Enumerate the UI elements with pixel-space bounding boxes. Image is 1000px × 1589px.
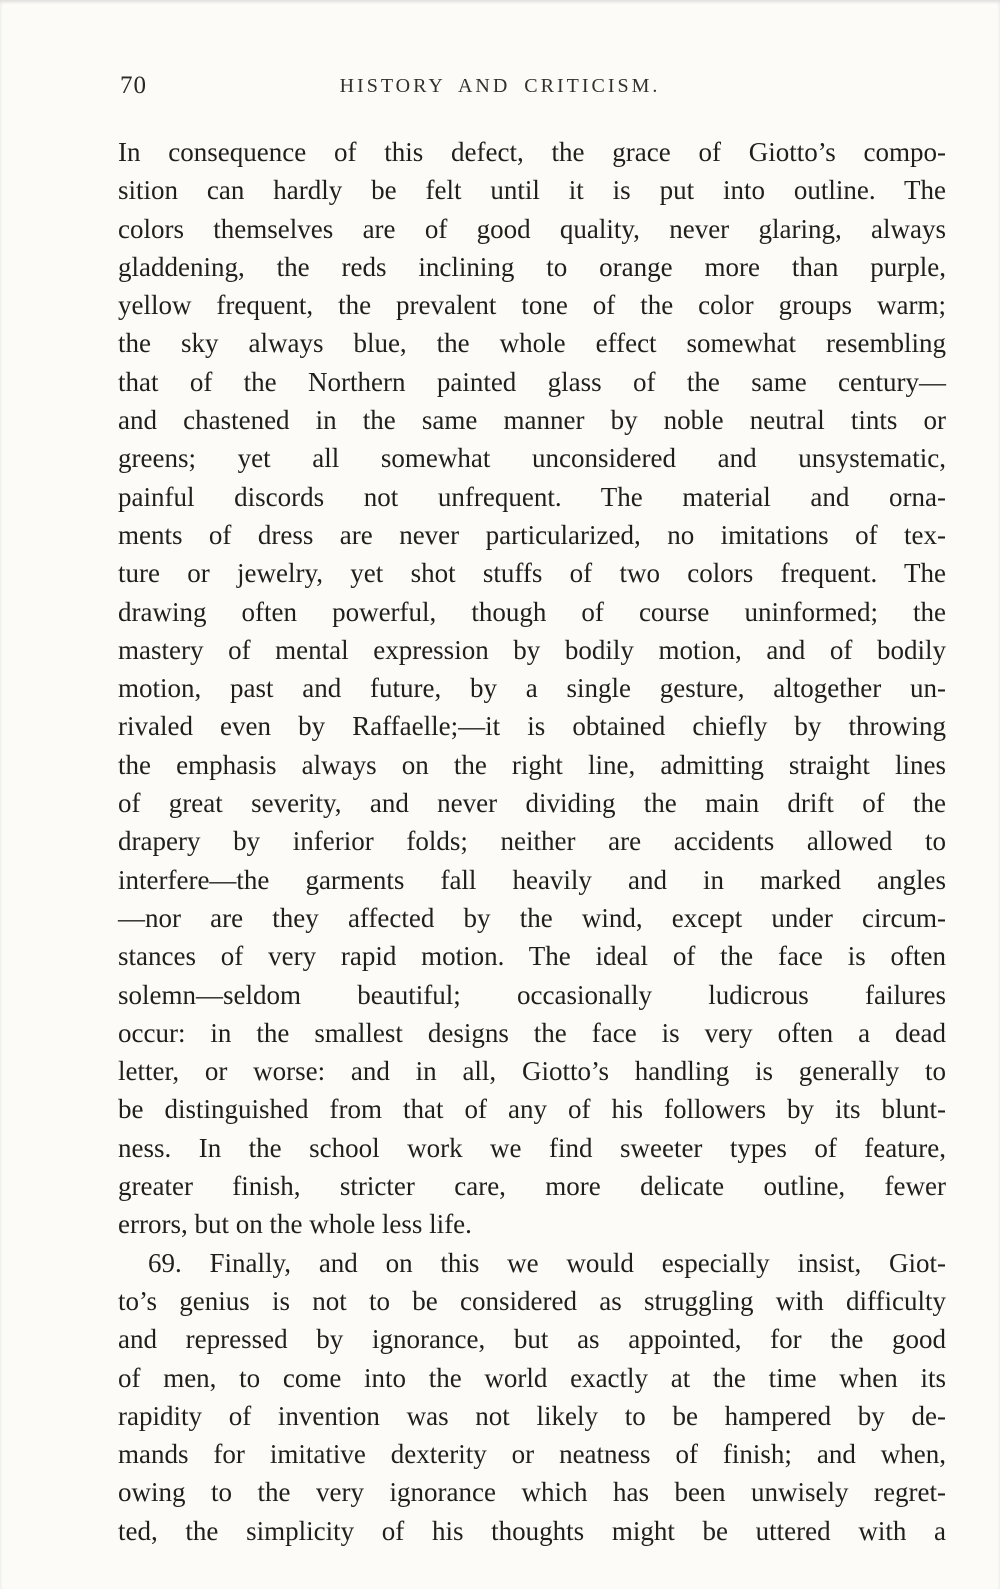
text-line: and chastened in the same manner by noble neutral tints or [118,405,946,436]
text-line: mands for imitative dexterity or neatness of finish; and when, [118,1439,946,1470]
text-line: 69. Finally, and on this we would especially insist, Giot- [148,1247,946,1278]
text-line: that of the Northern painted glass of the same century— [118,366,946,397]
text-line: rivaled even by Raffaelle;—it is obtained chiefly by throwing [118,711,946,742]
text-line: ture or jewelry, yet shot stuffs of two colors frequent. The [118,558,946,589]
text-line: drapery by inferior folds; neither are accidents allowed to [118,826,946,857]
text-line: In consequence of this defect, the grace of Giotto’s compo- [118,137,946,167]
text-line: and repressed by ignorance, but as appointed, for the good [118,1324,946,1355]
text-line: errors, but on the whole less life. [118,1209,472,1240]
text-line: stances of very rapid motion. The ideal of the face is often [118,941,946,972]
running-header-title: HISTORY AND CRITICISM. [339,75,661,97]
paragraph [118,1244,946,1550]
text-line: greens; yet all somewhat unconsidered and unsystematic, [118,443,946,474]
text-line: the sky always blue, the whole effect somewhat resembling [118,328,946,359]
text-line: colors themselves are of good quality, never glaring, always [118,213,946,244]
paragraph [118,133,946,1244]
text-line: motion, past and future, by a single gesture, altogether un- [118,673,946,704]
text-line: occur: in the smallest designs the face is very often a dead [118,1017,946,1048]
running-header [0,72,1000,106]
text-line: of great severity, and never dividing the main drift of the [118,788,946,819]
text-line: solemn—seldom beautiful; occasionally ludicrous failures [118,979,946,1010]
text-line: yellow frequent, the prevalent tone of the color groups warm; [118,290,946,321]
text-line: rapidity of invention was not likely to be hampered by de- [118,1400,946,1431]
text-line: be distinguished from that of any of his followers by its blunt- [118,1094,946,1125]
text-line: —nor are they affected by the wind, except under circum- [118,902,946,933]
text-line: painful discords not unfrequent. The material and orna- [118,481,946,512]
text-line: the emphasis always on the right line, admitting straight lines [118,749,946,780]
text-line: ments of dress are never particularized, no imitations of tex- [118,519,946,550]
text-line: greater finish, stricter care, more delicate outline, fewer [118,1171,946,1202]
text-line: to’s genius is not to be considered as struggling with difficulty [118,1285,946,1316]
text-line: owing to the very ignorance which has been unwisely regret- [118,1477,946,1508]
text-block [118,133,946,1550]
text-line: of men, to come into the world exactly at the time when its [118,1362,946,1393]
text-line: ness. In the school work we find sweeter types of feature, [118,1132,946,1163]
text-line: gladdening, the reds inclining to orange more than purple, [118,251,946,282]
text-line: drawing often powerful, though of course uninformed; the [118,596,946,627]
text-line: sition can hardly be felt until it is put into outline. The [118,175,946,206]
text-line: ted, the simplicity of his thoughts might be uttered with a [118,1515,946,1546]
text-line: mastery of mental expression by bodily motion, and of bodily [118,634,946,665]
text-line: letter, or worse: and in all, Giotto’s handling is generally to [118,1056,946,1087]
page-number: 70 [120,72,147,99]
text-line: interfere—the garments fall heavily and in marked angles [118,864,946,895]
